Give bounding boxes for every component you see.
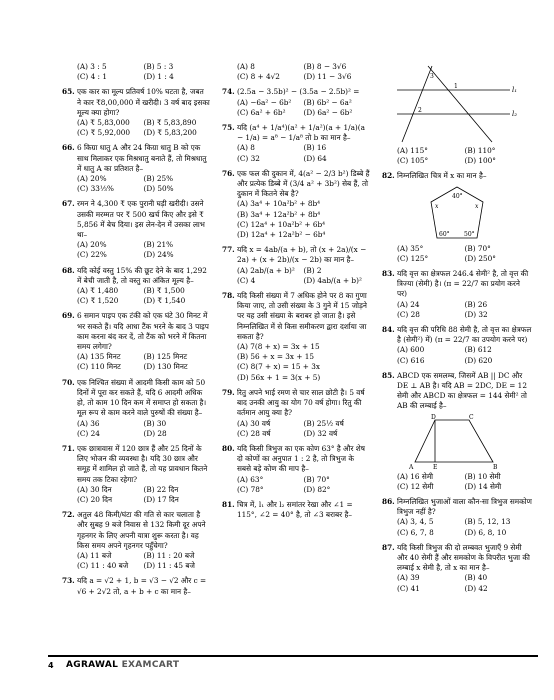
question-87 [382,543,532,594]
option-a[interactable]: (A) 3 : 5 [77,62,107,71]
option-b[interactable]: (B) 25½ वर्ष [303,418,344,428]
option-a[interactable]: (A) 30 वर्ष [237,418,271,428]
option-c[interactable]: (C) 8 + 4√2 [237,72,280,82]
question-73 [62,576,210,596]
question-text: एक छात्रावास में 120 छात्र हैं और 25 दिनों के लिए भोजन की व्यवस्था है। यदि 30 छात्र और समूह में शामिल हो जाते हैं, तो यह प्रावधान कितने समय तक टिका रहेगा? [77,443,208,484]
question-number: 86. [382,497,395,507]
question-text: 6 किग्रा धातु A और 24 किग्रा धातु B को एक साथ मिलाकर एक मिश्रधातु बनाते हैं, तो मिश्रधातु में धातु A का प्रतिशत है– [77,143,207,173]
question-text: यदि a = √2 + 1, b = √3 − √2 और c = √6 + 2√2 तो, a + b + c का मान है– [77,576,207,596]
transversal-left [402,66,432,142]
question-73-options [222,62,370,82]
option-a[interactable]: (A) 63° [237,474,264,484]
option-a[interactable]: (A) 3, 4, 5 [397,517,434,527]
question-text: यदि x = 4ab/(a + b), तो (x + 2a)/(x − 2a) + (x + 2b)/(x − 2b) का मान है– [237,245,367,265]
option-a[interactable]: (A) 11 बजे [77,550,112,560]
question-79 [222,388,370,439]
question-number: 76. [222,168,235,178]
option-a[interactable]: (A) 2ab/(a + b)² [237,265,295,275]
option-b[interactable]: (B) 8 − 3√6 [303,62,347,71]
question-82 [382,171,532,264]
option-d[interactable]: (D) 1 : 4 [143,72,174,82]
option-c[interactable]: (C) 12a⁴ + 10a²b² + 6b⁴ [237,219,326,229]
question-number: 82. [382,171,395,181]
option-b[interactable]: (B) 21% [143,240,174,250]
transversal-right [428,66,492,142]
option-a[interactable]: (A) 8 [237,62,255,71]
option-d[interactable]: (D) ₹ 1,540 [143,296,186,306]
option-c[interactable]: (C) 32 [237,153,260,163]
label-l1: l₁ [512,86,518,94]
vertex-b: B [493,463,498,470]
option-d[interactable]: (D) 64 [303,153,327,163]
question-68 [62,266,210,307]
option-b[interactable]: (B) 30 [143,418,167,428]
option-d[interactable]: (D) 620 [464,355,493,365]
option-c[interactable]: (C) 28 वर्ष [237,428,271,438]
question-number: 84. [382,325,395,335]
question-text: एक फल की दुकान में, 4(a² − 2/3 b²) डिब्बे हैं और प्रत्येक डिब्बे में (3/4 a² + 3b²) सेब हैं, तो दुकान में कितने सेब है? [237,168,370,199]
angle-label-3: 3 [430,73,434,80]
option-c[interactable]: (C) 22% [77,250,107,260]
vertex-d: D [431,413,436,421]
option-a[interactable]: (A) 3a⁴ + 10a²b² + 8b⁴ [237,199,321,209]
option-d[interactable]: (D) 82° [303,484,331,494]
question-number: 75. [222,123,235,133]
option-b[interactable]: (B) 5 : 3 [143,62,174,71]
option-d[interactable]: (D) 50% [143,184,174,194]
question-text: यदि किसी त्रिभुज की दो लम्बवत भुजाएँ 9 सेमी और 40 सेमी हैं और समकोण के विपरीत भुजा की लम्बाई x सेमी है, तो x का मान है– [397,542,530,573]
question-text: ABCD एक समलम्ब, जिसमें AB || DC और DE ⊥ AB है। यदि AB = 2DC, DE = 12 सेमी और ABCD का क्षेत्रफल = 144 सेमी² तो AB की लम्बाई है– [397,370,527,411]
question-text: यदि वृत्त का क्षेत्रफल 246.4 सेमी² है, तो वृत्त की त्रिज्या (सेमी) है। (π = 22/7 का प्रयोग करने पर) [397,269,529,299]
label-l2: l₂ [512,110,518,118]
option-a[interactable]: (A) 24 [397,299,420,309]
option-b[interactable]: (B) 16 [303,143,327,153]
page-number: 4 [48,661,54,670]
option-a[interactable]: (A) −6a² − 6b² [237,97,292,107]
option-d[interactable]: (D) 17 दिन [143,494,179,504]
question-number: 68. [62,265,75,275]
option-b[interactable]: (B) 22 दिन [143,484,179,494]
brand-logo [66,660,179,670]
option-a[interactable]: (A) 135 मिनट [77,352,121,362]
vertex-c: C [469,413,474,421]
option-c[interactable]: (C) 4 : 1 [77,72,107,82]
brand-name-a: AGRAWAL [66,660,119,670]
option-d[interactable]: (D) 6, 8, 10 [464,527,507,537]
question-number: 71. [62,443,75,453]
option-b[interactable]: (B) 56 + x = 3x + 15 [237,352,315,362]
option-b[interactable]: (B) 70° [303,474,330,484]
option-d[interactable]: (D) 32 वर्ष [303,428,338,438]
vertex-a: A [409,463,414,470]
question-number: 67. [62,199,75,209]
option-a[interactable]: (A) 35° [397,243,424,253]
option-a[interactable]: (A) 8 [237,143,255,153]
page-footer [48,655,538,675]
brand-name-b: EXAMCART [121,660,180,670]
question-number: 83. [382,269,395,279]
question-86 [382,497,532,538]
option-b[interactable]: (B) 110° [464,146,496,155]
option-d[interactable]: (D) 11 : 45 बजे [143,561,195,571]
option-b[interactable]: (B) 2 [303,265,322,275]
angle-top: 40° [452,192,463,200]
angle-bottom-left: 60° [439,230,450,238]
option-d[interactable]: (D) ₹ 5,83,200 [143,128,197,138]
question-70 [62,378,210,439]
option-c[interactable]: (C) 616 [397,355,425,365]
question-80 [222,444,370,495]
trapezium-shape [415,420,493,462]
option-a[interactable]: (A) 600 [397,345,425,355]
question-number: 77. [222,245,235,255]
option-d[interactable]: (D) 4ab/(a + b)² [303,275,362,285]
question-text: अतुल 48 किमी/घंटा की गति से कार चलाता है और सुबह 9 बजे निवास से 132 किमी दूर अपने गृहनगर के लिए अपनी यात्रा शुरू करता है। वह किस समय अपने गृहनगर पहुँचेगा? [77,510,206,550]
question-65 [62,87,210,138]
option-c[interactable]: (C) 6a² + 6b² [237,107,286,117]
option-c[interactable]: (C) 12 सेमी [397,481,434,491]
figure-pentagon [417,184,497,242]
option-b[interactable]: (B) 5, 12, 13 [464,517,511,527]
option-c[interactable]: (C) 125° [397,253,429,263]
option-a[interactable]: (A) 115° [397,146,428,155]
option-d[interactable]: (D) 56x + 1 = 3(x + 5) [237,372,321,382]
question-number: 81. [222,499,235,509]
option-c[interactable]: (C) 8(7 + x) = 15 + 3x [237,362,320,372]
option-c[interactable]: (C) 28 [397,309,420,319]
question-text: (2.5a − 3.5b)² − (3.5a − 2.5b)² = [237,87,360,97]
question-66 [62,143,210,194]
option-b[interactable]: (B) 70° [464,243,491,253]
option-b[interactable]: (B) 11 : 20 बजे [143,550,195,560]
option-a[interactable]: (A) 36 [77,418,100,428]
question-text: निम्नलिखित भुजाओं वाला कौन-सा त्रिभुज समकोण त्रिभुज नहीं है? [397,497,532,517]
option-a[interactable]: (A) 20% [77,174,107,184]
question-number: 70. [62,377,75,387]
option-c[interactable]: (C) 33⅓% [77,184,114,194]
option-b[interactable]: (B) 125 मिनट [143,352,188,362]
question-text: यदि (a⁴ + 1/a⁴)(a² + 1/a²)(a + 1/a)(a − 1/a) = a⁸ − 1/a⁸ तो b का मान है– [237,123,365,143]
option-c[interactable]: (C) 11 : 40 बजे [77,561,129,571]
option-d[interactable]: (D) 14 सेमी [464,481,502,491]
question-number: 73. [62,576,75,586]
question-81 [222,500,370,520]
question-78 [222,291,370,383]
question-number: 87. [382,542,395,552]
option-b[interactable]: (B) 612 [464,345,492,355]
question-number: 74. [222,87,235,97]
question-69 [62,311,210,372]
question-77 [222,245,370,286]
question-84 [382,325,532,366]
option-c[interactable]: (C) 4 [237,275,256,285]
question-number: 72. [62,510,75,520]
question-67 [62,199,210,260]
column-2 [222,62,370,525]
option-c[interactable]: (C) 105° [397,156,429,166]
question-number: 80. [222,443,235,453]
angle-x-left: x [435,202,439,210]
question-text: एक कार का मूल्य प्रतिवर्ष 10% घटता है, जबत ने कार ₹8,00,000 में खरीदी। 3 वर्ष बाद इसका मूल्य क्या होगा? [77,87,210,117]
question-83 [382,269,532,320]
question-number: 85. [382,370,395,380]
angle-label-1: 1 [454,83,458,90]
question-text: यदि किसी त्रिभुज का एक कोण 63° है और शेष दो कोणों का अनुपात 1 : 2 है, तो त्रिभुज के सबसे बड़े कोण की माप है– [237,443,365,474]
option-d[interactable]: (D) 32 [464,309,488,319]
column-3 [382,62,532,599]
option-c[interactable]: (C) 24 [77,428,100,438]
option-c[interactable]: (C) ₹ 5,92,000 [77,128,131,138]
question-text: यदि कोई वस्तु 15% की छूट देने के बाद 1,292 में बेची जाती है, तो वस्तु का अंकित मूल्य है– [77,265,207,285]
question-number: 65. [62,87,75,97]
question-75 [222,123,370,164]
question-text: चित्र में, l₁ और l₂ समांतर रेखा और ∠1 = 115°, ∠2 = 40° है, तो ∠3 बराबर है– [237,499,353,520]
option-b[interactable]: (B) ₹ 1,500 [143,286,185,296]
question-text: एक निश्चित संख्या में आदमी किसी काम को 50 दिनों में पूरा कर सकते हैं, यदि 6 आदमी अधिक हो, तो काम 10 दिन कम में समाप्त हो सकता है। मूल रूप से काम करने वाले पुरुषों की संख्या है– [77,377,207,418]
option-d[interactable]: (D) 6a² − 6b² [303,107,353,117]
question-text: यदि किसी संख्या में 7 अधिक होने पर 8 का गुणा किया जाए, तो उसी संख्या के 3 गुने में 15 जोड़ने पर यह उसी संख्या के बराबर हो जाता है। इसे निम्नलिखित में से किस समीकरण द्वारा दर्शाया जा सकता है? [237,291,367,341]
question-81-options [382,146,532,166]
option-b[interactable]: (B) 25% [143,174,174,184]
option-c[interactable]: (C) 6, 7, 8 [397,527,434,537]
column-1 [62,62,210,602]
option-d[interactable]: (D) 130 मिनट [143,362,188,372]
figure-parallel-lines [392,64,522,144]
question-text: निम्नलिखित चित्र में x का मान है– [397,171,487,181]
figure-trapezium [407,414,507,470]
question-number: 78. [222,291,235,301]
option-d[interactable]: (D) 42 [464,583,488,593]
option-a[interactable]: (A) ₹ 5,83,000 [77,118,130,128]
question-number: 79. [222,387,235,397]
question-64-options [62,62,210,82]
option-a[interactable]: (A) 30 दिन [77,484,112,494]
question-71 [62,444,210,505]
question-text: 6 समान पाइप एक टंकी को एक घंटे 30 मिनट में भर सकते हैं। यदि आधा टैंक भरने के बाद 3 पाइप काम करना बंद कर दें, तो टैंक को भरने में कितना समय लगेगा? [77,311,209,352]
option-b[interactable]: (B) 40 [464,573,488,583]
option-c[interactable]: (C) 110 मिनट [77,362,121,372]
question-text: रितु अपने भाई रमण से चार साल छोटी है। 5 वर्ष बाद उनकी आयु का योग 70 वर्ष होगा। रितु की वर्तमान आयु क्या है? [237,387,365,418]
option-d[interactable]: (D) 12a⁴ + 12a²b² − 6b⁴ [237,230,326,240]
option-b[interactable]: (B) 3a⁴ + 12a²b² + 8b⁴ [237,209,321,219]
vertex-e: E [433,463,438,470]
option-a[interactable]: (A) 20% [77,240,107,250]
option-d[interactable]: (D) 11 − 3√6 [303,72,352,82]
option-b[interactable]: (B) ₹ 5,83,890 [143,118,197,128]
question-74 [222,87,370,118]
option-c[interactable]: (C) 41 [397,583,420,593]
question-text: यदि वृत्त की परिधि 88 सेमी है, तो वृत्त का क्षेत्रफल है (सेमी²) में) (π = 22/7 का उपयोग करने पर) [397,325,532,345]
option-a[interactable]: (A) 16 सेमी [397,471,434,481]
option-a[interactable]: (A) 39 [397,573,420,583]
question-72 [62,510,210,571]
question-number: 66. [62,143,75,153]
question-85 [382,371,532,492]
angle-label-2: 2 [418,107,422,114]
option-d[interactable]: (D) 24% [143,250,174,260]
question-76 [222,169,370,240]
option-d[interactable]: (D) 100° [464,156,496,166]
option-c[interactable]: (C) ₹ 1,520 [77,296,119,306]
option-b[interactable]: (B) 10 सेमी [464,471,501,481]
question-text: रमन ने 4,300 ₹ एक पुरानी घड़ी खरीदी। उसने उसकी मरम्मत पर ₹ 500 खर्च किए और इसे ₹ 5,856 में बेच दिया। इस लेन-देन में उसका लाभ था– [77,199,205,240]
option-c[interactable]: (C) 20 दिन [77,494,113,504]
option-b[interactable]: (B) 26 [464,299,488,309]
option-a[interactable]: (A) ₹ 1,480 [77,286,119,296]
option-b[interactable]: (B) 6b² − 6a² [303,97,352,107]
option-c[interactable]: (C) 78° [237,484,264,494]
angle-x-right: x [475,202,479,210]
option-d[interactable]: (D) 250° [464,253,496,263]
question-number: 69. [62,311,75,321]
option-d[interactable]: (D) 28 [143,428,167,438]
angle-bottom-right: 50° [464,230,475,238]
option-a[interactable]: (A) 7(8 + x) = 3x + 15 [237,342,320,352]
